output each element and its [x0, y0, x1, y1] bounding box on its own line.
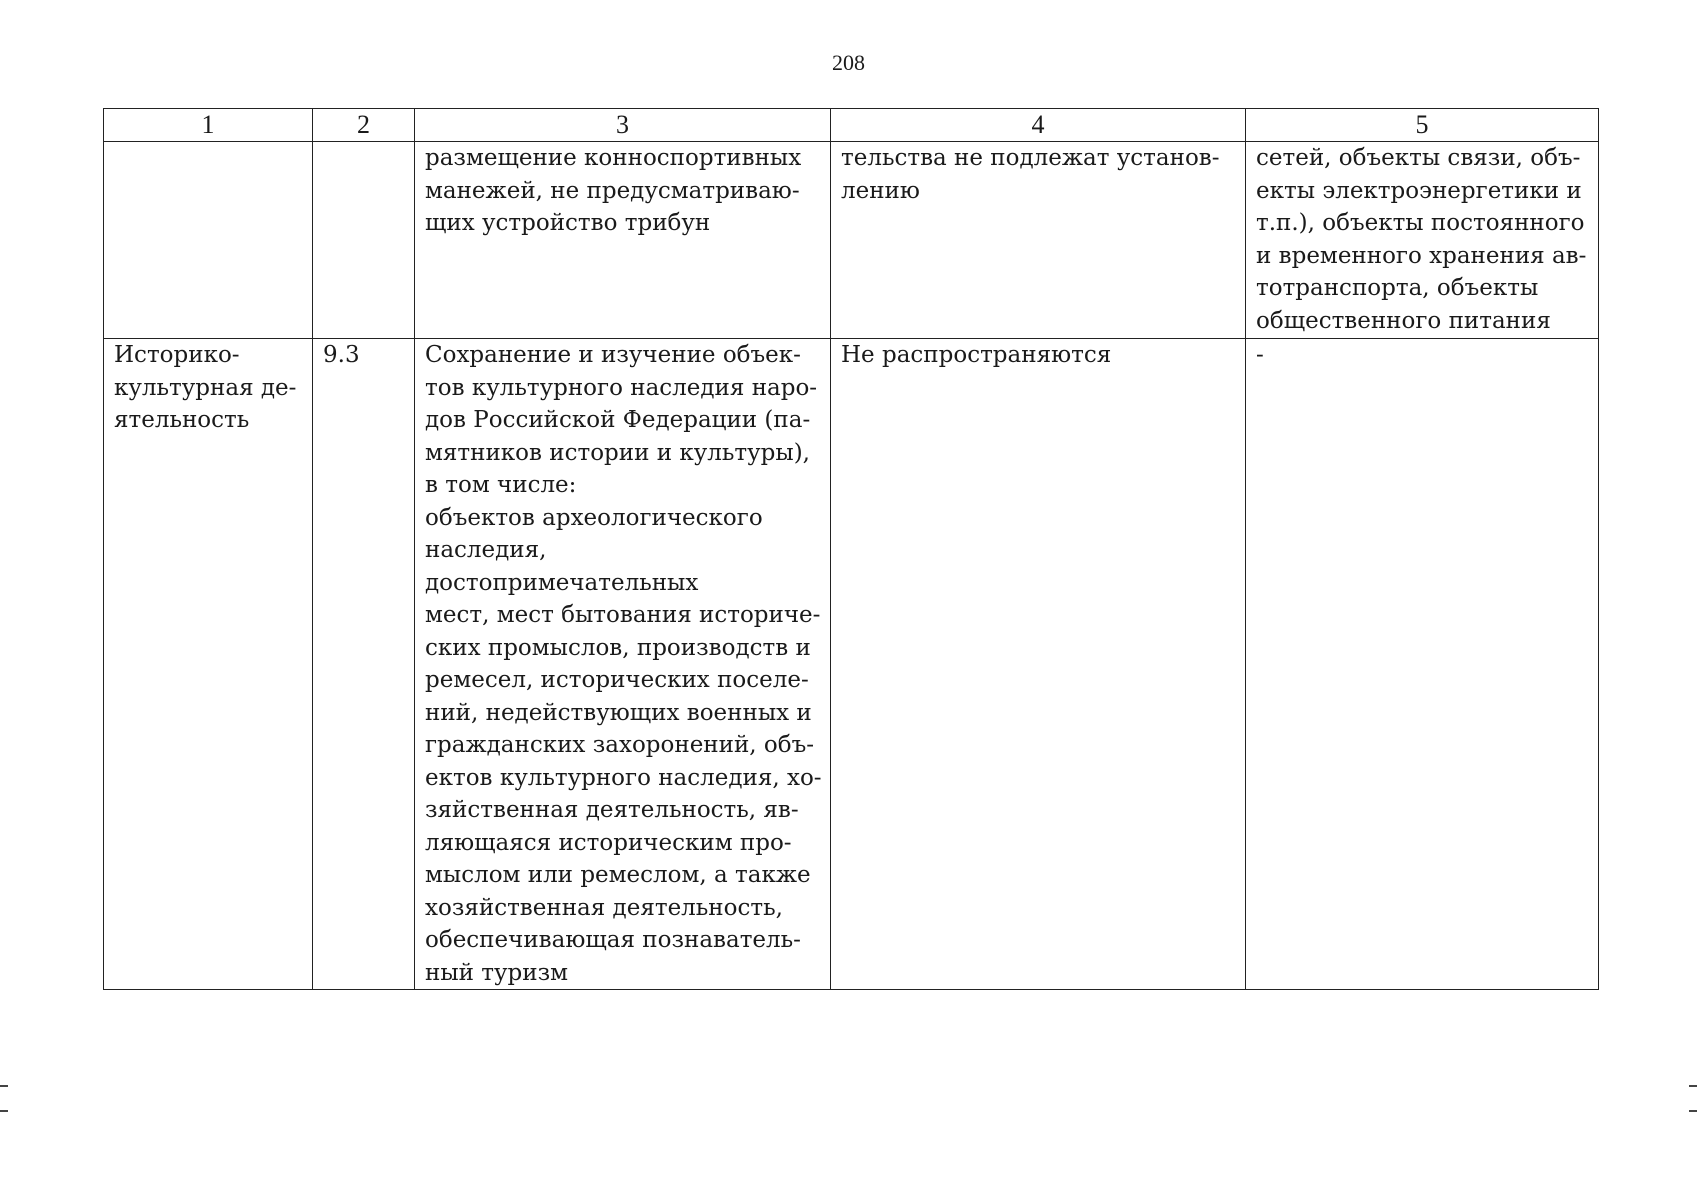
document-table	[103, 108, 1599, 990]
cell-code-text: 9.3	[323, 342, 360, 368]
column-header-5: 5	[1246, 109, 1599, 142]
cell-auxiliary	[1246, 339, 1599, 990]
page-number: 208	[832, 50, 865, 75]
cell-code	[313, 142, 415, 339]
scan-mark-right-top	[1689, 1085, 1697, 1087]
cell-code	[313, 339, 415, 990]
cell-auxiliary-text: сетей, объекты связи, объ- екты электроэнергетики и т.п.), объекты постоянного и временного хранения ав- тотранспорта, объекты общественного питания	[1256, 145, 1587, 334]
cell-description-text: Сохранение и изучение объек- тов культурного наследия наро- дов Российской Федерации (па- мятников истории и культуры), в том числе: объектов археологического наследия, достопримечательных мест, мест бытования историче- ских промыслов, производств и ремесел, исторических поселе- ний, недействующих военных и гражданских захоронений, объ- ектов культурного наследия, хо- зяйственная деятельность, яв- ляющаяся историческим про- мыслом или ремеслом, а также хозяйственная деятельность, обеспечивающая познаватель- ный туризм	[425, 342, 822, 986]
cell-name	[104, 339, 313, 990]
cell-parameters-text: тельства не подлежат установ- лению	[841, 145, 1220, 204]
column-header-3: 3	[415, 109, 831, 142]
cell-name	[104, 142, 313, 339]
cell-auxiliary	[1246, 142, 1599, 339]
cell-description-text: размещение конноспортивных манежей, не предусматриваю- щих устройство трибун	[425, 145, 802, 236]
scan-mark-left-top	[0, 1085, 8, 1087]
scan-mark-left-bottom	[0, 1110, 8, 1112]
cell-parameters	[831, 339, 1246, 990]
column-header-2: 2	[313, 109, 415, 142]
column-header-1: 1	[104, 109, 313, 142]
table-row	[104, 142, 1599, 339]
cell-parameters	[831, 142, 1246, 339]
table-header-row	[104, 109, 1599, 142]
cell-description	[415, 142, 831, 339]
scan-mark-right-bottom	[1689, 1110, 1697, 1112]
column-header-4: 4	[831, 109, 1246, 142]
cell-description	[415, 339, 831, 990]
cell-auxiliary-text: -	[1256, 342, 1264, 368]
cell-parameters-text: Не распространяются	[841, 342, 1112, 368]
cell-name-text: Историко- культурная де- ятельность	[114, 342, 297, 433]
table-row	[104, 339, 1599, 990]
